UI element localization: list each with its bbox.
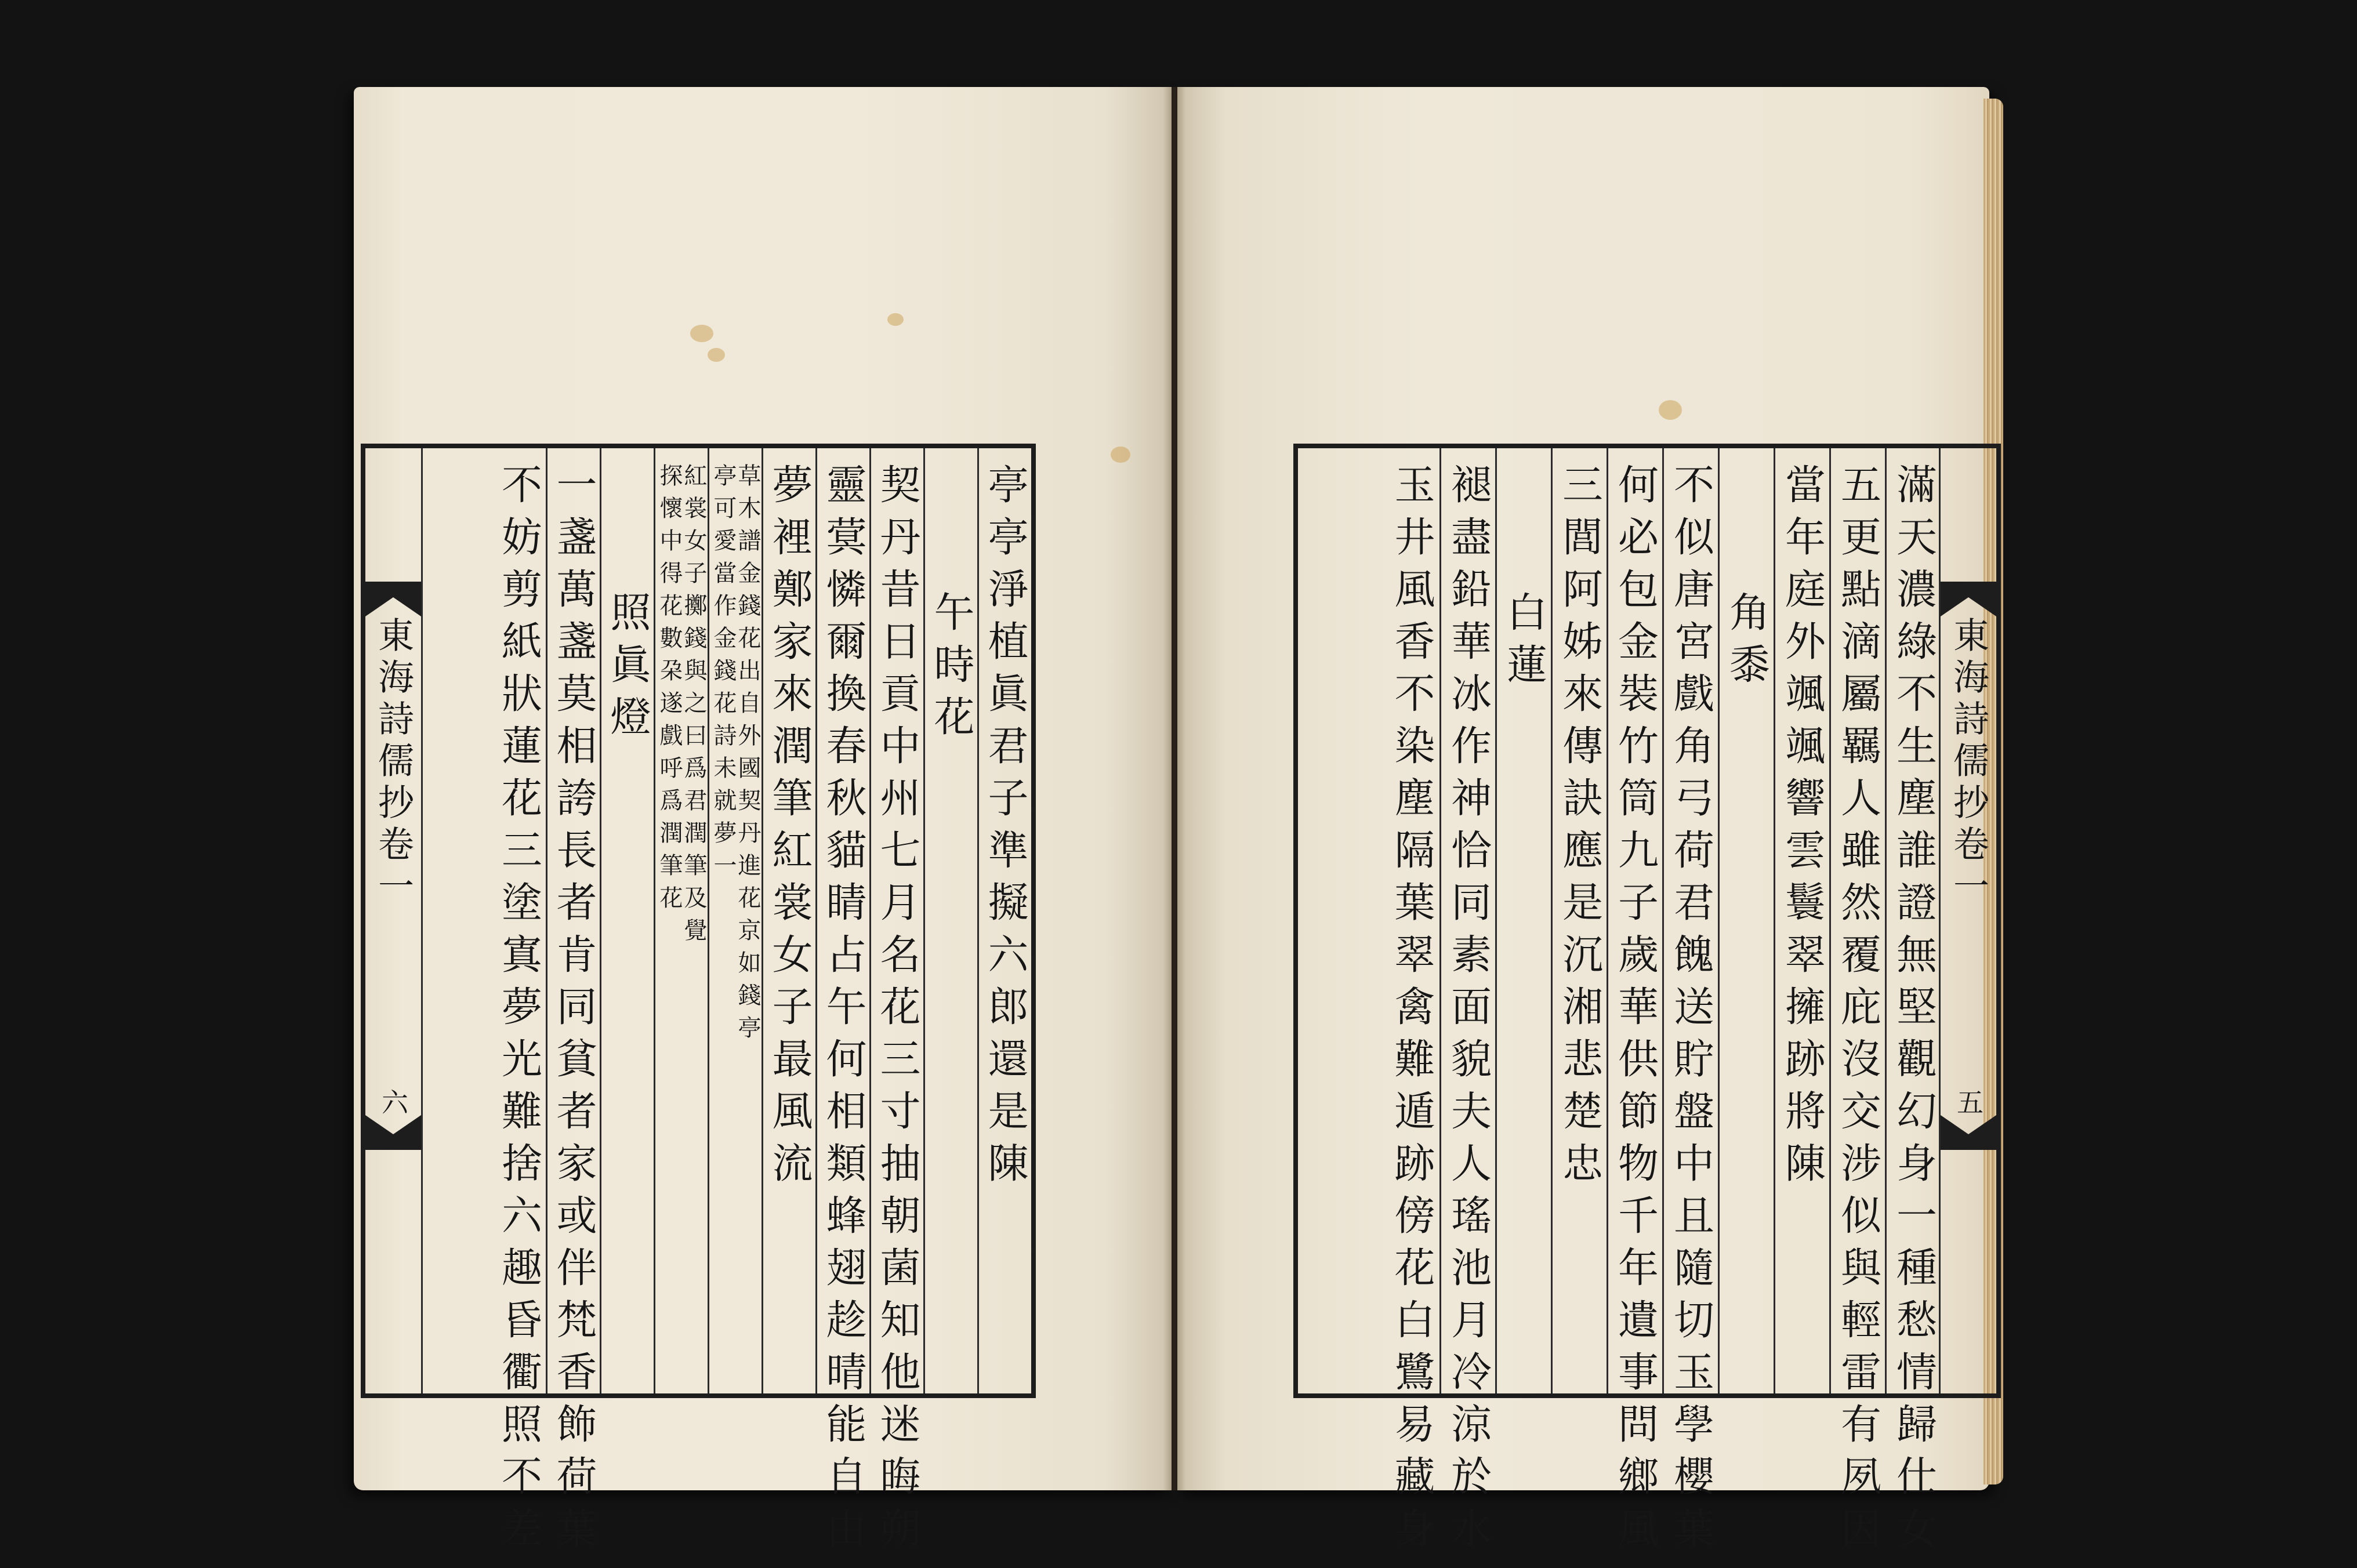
right-banxin [1939,448,1996,1393]
annotation-double-line [658,463,705,950]
text-column [762,448,815,1393]
text-column [708,448,762,1393]
fishtail-mark [365,582,421,616]
poem-line: 滿天濃綠不生塵誰證無堅觀幻身一種愁情歸仕女 [1890,463,1938,1559]
poem-line: 褪盡鉛華冰作神恰同素面貌夫人瑤池月冷涼於水 [1444,463,1492,1559]
fishtail-mark [1941,582,1996,616]
text-column [600,448,654,1393]
left-text-columns [421,448,1031,1559]
left-banxin [365,448,423,1393]
text-column [1551,448,1607,1393]
poem-line: 當年庭外颯颯響雲鬟翠擁跡將陳 [1778,463,1826,1194]
text-column [546,448,600,1559]
foxing-stain [1111,447,1130,463]
poem-title: 白蓮 [1500,591,1548,695]
poem-line: 三閭阿姊來傳訣應是沉湘悲楚忠 [1555,463,1604,1194]
poem-line: 亭亭淨植眞君子準擬六郎還是陳 [981,463,1029,1194]
foxing-stain [1659,400,1682,420]
annotation-line: 紅裳女子擲錢與之曰爲君潤筆及覺 [680,463,707,950]
annotation-line: 草木譜金錢花出自外國契丹進花京如錢亭 [734,463,761,1048]
text-column [1885,448,1941,1559]
page-number: 五 [1953,1088,1984,1115]
poem-title: 角黍 [1723,591,1771,695]
left-text-frame [361,444,1036,1559]
banxin-title: 東海詩儒抄卷一 [372,616,415,909]
poem-line: 一盞萬盞莫相誇長者肯同貧者家或伴梵香飾荷葉 [550,463,597,1559]
text-column [815,448,869,1559]
text-column [1829,448,1885,1559]
text-column [654,448,708,1393]
text-column [1439,448,1495,1559]
text-column [1662,448,1718,1559]
page-number: 六 [378,1088,409,1115]
foxing-stain [708,348,725,362]
poem-line: 玉井風香不染塵隔葉翠禽難遁跡傍花白鷺易藏身 [1388,463,1435,1559]
text-column [492,448,546,1559]
foxing-stain [887,313,904,326]
fishtail-mark [365,1115,421,1150]
poem-title: 午時花 [927,591,975,747]
foxing-stain [690,325,713,342]
banxin-title: 東海詩儒抄卷一 [1947,616,1990,909]
text-column [923,448,977,1393]
fishtail-mark [1941,1115,1996,1150]
poem-line: 五更點滴屬羈人雖然覆庇沒交涉似與輕雷有夙因 [1834,463,1882,1559]
poem-title: 照眞燈 [604,591,651,747]
text-column [1607,448,1662,1559]
right-text-frame [1293,444,2001,1559]
annotation-line: 亭可愛當作金錢花詩未就夢一 [710,463,737,885]
poem-line: 契丹昔日貢中州七月名花三寸抽朝菌知他迷晦朔 [873,463,921,1559]
right-text-columns [1298,448,1941,1559]
text-column [1774,448,1829,1393]
text-column [977,448,1031,1393]
text-column [1384,448,1439,1559]
poem-line: 不似唐宮戲角弓荷君餽送貯盤中且隨切玉學櫻葉 [1667,463,1715,1559]
text-column [869,448,923,1559]
text-column [1718,448,1774,1393]
text-column [1495,448,1551,1393]
poem-line: 夢裡鄭家來潤筆紅裳女子最風流 [766,463,813,1194]
annotation-line: 探懷中得花數朶遂戲呼爲潤筆花 [656,463,683,918]
poem-line: 不妨剪紙狀蓮花三塗寘夢光難捨六趣昏衢照不差 [495,463,543,1559]
poem-line: 靈蓂憐爾換春秋貓睛占午何相類蜂翅趁晴能自由 [819,463,867,1559]
book-gutter [1163,87,1186,1490]
annotation-double-line [712,463,759,1048]
poem-line: 何必包金裝竹筒九子歲華供節物千年遺事問鄉風 [1611,463,1659,1559]
